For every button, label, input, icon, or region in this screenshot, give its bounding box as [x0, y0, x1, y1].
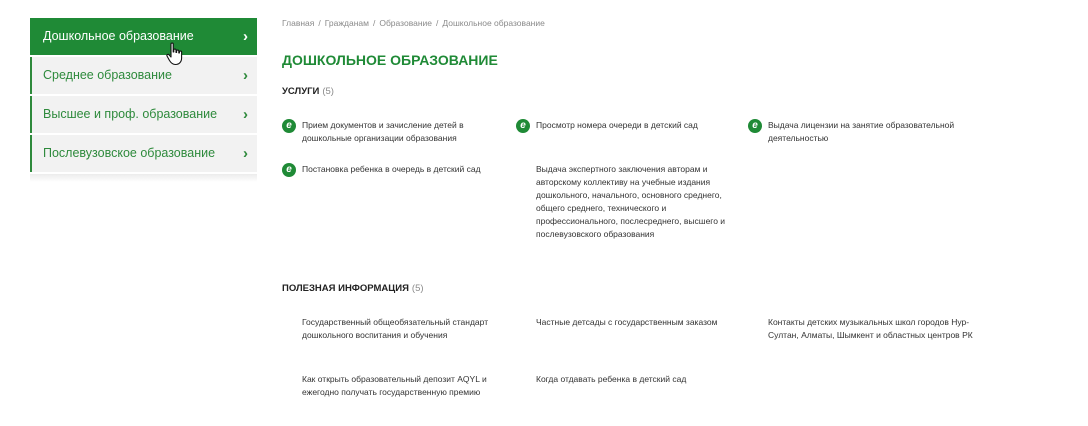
service-card[interactable] [286, 163, 507, 176]
egov-e-icon: e [282, 163, 296, 177]
service-card[interactable] [520, 119, 736, 132]
chevron-right-icon: › [243, 145, 248, 162]
services-heading [282, 86, 334, 97]
service-link: Просмотр номера очереди в детский сад [536, 120, 698, 130]
info-link: Когда отдавать ребенка в детский сад [536, 374, 687, 384]
breadcrumb-education[interactable]: Образование [379, 18, 433, 28]
chevron-right-icon: › [243, 106, 248, 123]
info-card[interactable] [536, 373, 741, 386]
sidebar-item-higher[interactable] [30, 96, 257, 133]
service-link: Прием документов и зачисление детей в дошкольные организации образования [302, 120, 464, 143]
sidebar-item-secondary[interactable] [30, 57, 257, 94]
service-link: Постановка ребенка в очередь в детский сад [302, 164, 481, 174]
services-title: УСЛУГИ [282, 86, 320, 97]
service-card[interactable] [752, 119, 973, 145]
info-card[interactable] [536, 316, 741, 329]
chevron-right-icon: › [243, 67, 248, 84]
page-title: ДОШКОЛЬНОЕ ОБРАЗОВАНИЕ [282, 52, 498, 68]
info-heading [282, 283, 424, 294]
breadcrumb-home[interactable]: Главная [282, 18, 315, 28]
sidebar-item-label: Послевузовское образование [43, 146, 216, 160]
breadcrumb [282, 18, 545, 28]
breadcrumb-separator: / [436, 18, 439, 28]
sidebar-item-preschool[interactable] [30, 18, 257, 55]
sidebar-item-label: Высшее и проф. образование [43, 107, 218, 121]
hand-pointer-cursor-icon [165, 42, 185, 66]
sidebar-menu [30, 18, 257, 182]
info-link: Государственный общеобязательный стандарт дошкольного воспитания и обучения [302, 317, 489, 340]
info-link: Контакты детских музыкальных школ городов Нур-Султан, Алматы, Шымкент и областных центров РК [768, 317, 973, 340]
info-link: Частные детсады с государственным заказом [536, 317, 718, 327]
egov-e-icon: e [516, 119, 530, 133]
sidebar-item-label: Дошкольное образование [43, 29, 194, 43]
service-card[interactable] [536, 163, 741, 241]
breadcrumb-current: Дошкольное образование [442, 18, 545, 28]
info-card[interactable] [768, 316, 973, 342]
info-link: Как открыть образовательный депозит AQYL и ежегодно получать государственную премию [302, 374, 487, 397]
service-link: Выдача лицензии на занятие образовательной деятельностью [768, 120, 955, 143]
breadcrumb-separator: / [372, 18, 376, 28]
breadcrumb-separator: / [318, 18, 321, 28]
egov-e-icon: e [748, 119, 762, 133]
service-link: Выдача экспертного заключения авторам и авторскому коллективу на учебные издания дошкольного, начального, основного среднего, общего среднего, технического и профессионального, послесреднего, высшего и послевузовского образования [536, 164, 726, 239]
egov-e-icon: e [282, 119, 296, 133]
sidebar-item-postgraduate[interactable] [30, 135, 257, 172]
breadcrumb-citizens[interactable]: Гражданам [324, 18, 369, 28]
info-title: ПОЛЕЗНАЯ ИНФОРМАЦИЯ [282, 283, 409, 294]
sidebar-shadow [30, 174, 257, 182]
info-card[interactable] [302, 316, 507, 342]
services-count: (5) [322, 86, 334, 97]
chevron-right-icon: › [243, 28, 248, 45]
info-count: (5) [411, 283, 424, 294]
sidebar-item-label: Среднее образование [43, 68, 172, 82]
service-card[interactable] [286, 119, 507, 145]
info-card[interactable] [302, 373, 507, 399]
